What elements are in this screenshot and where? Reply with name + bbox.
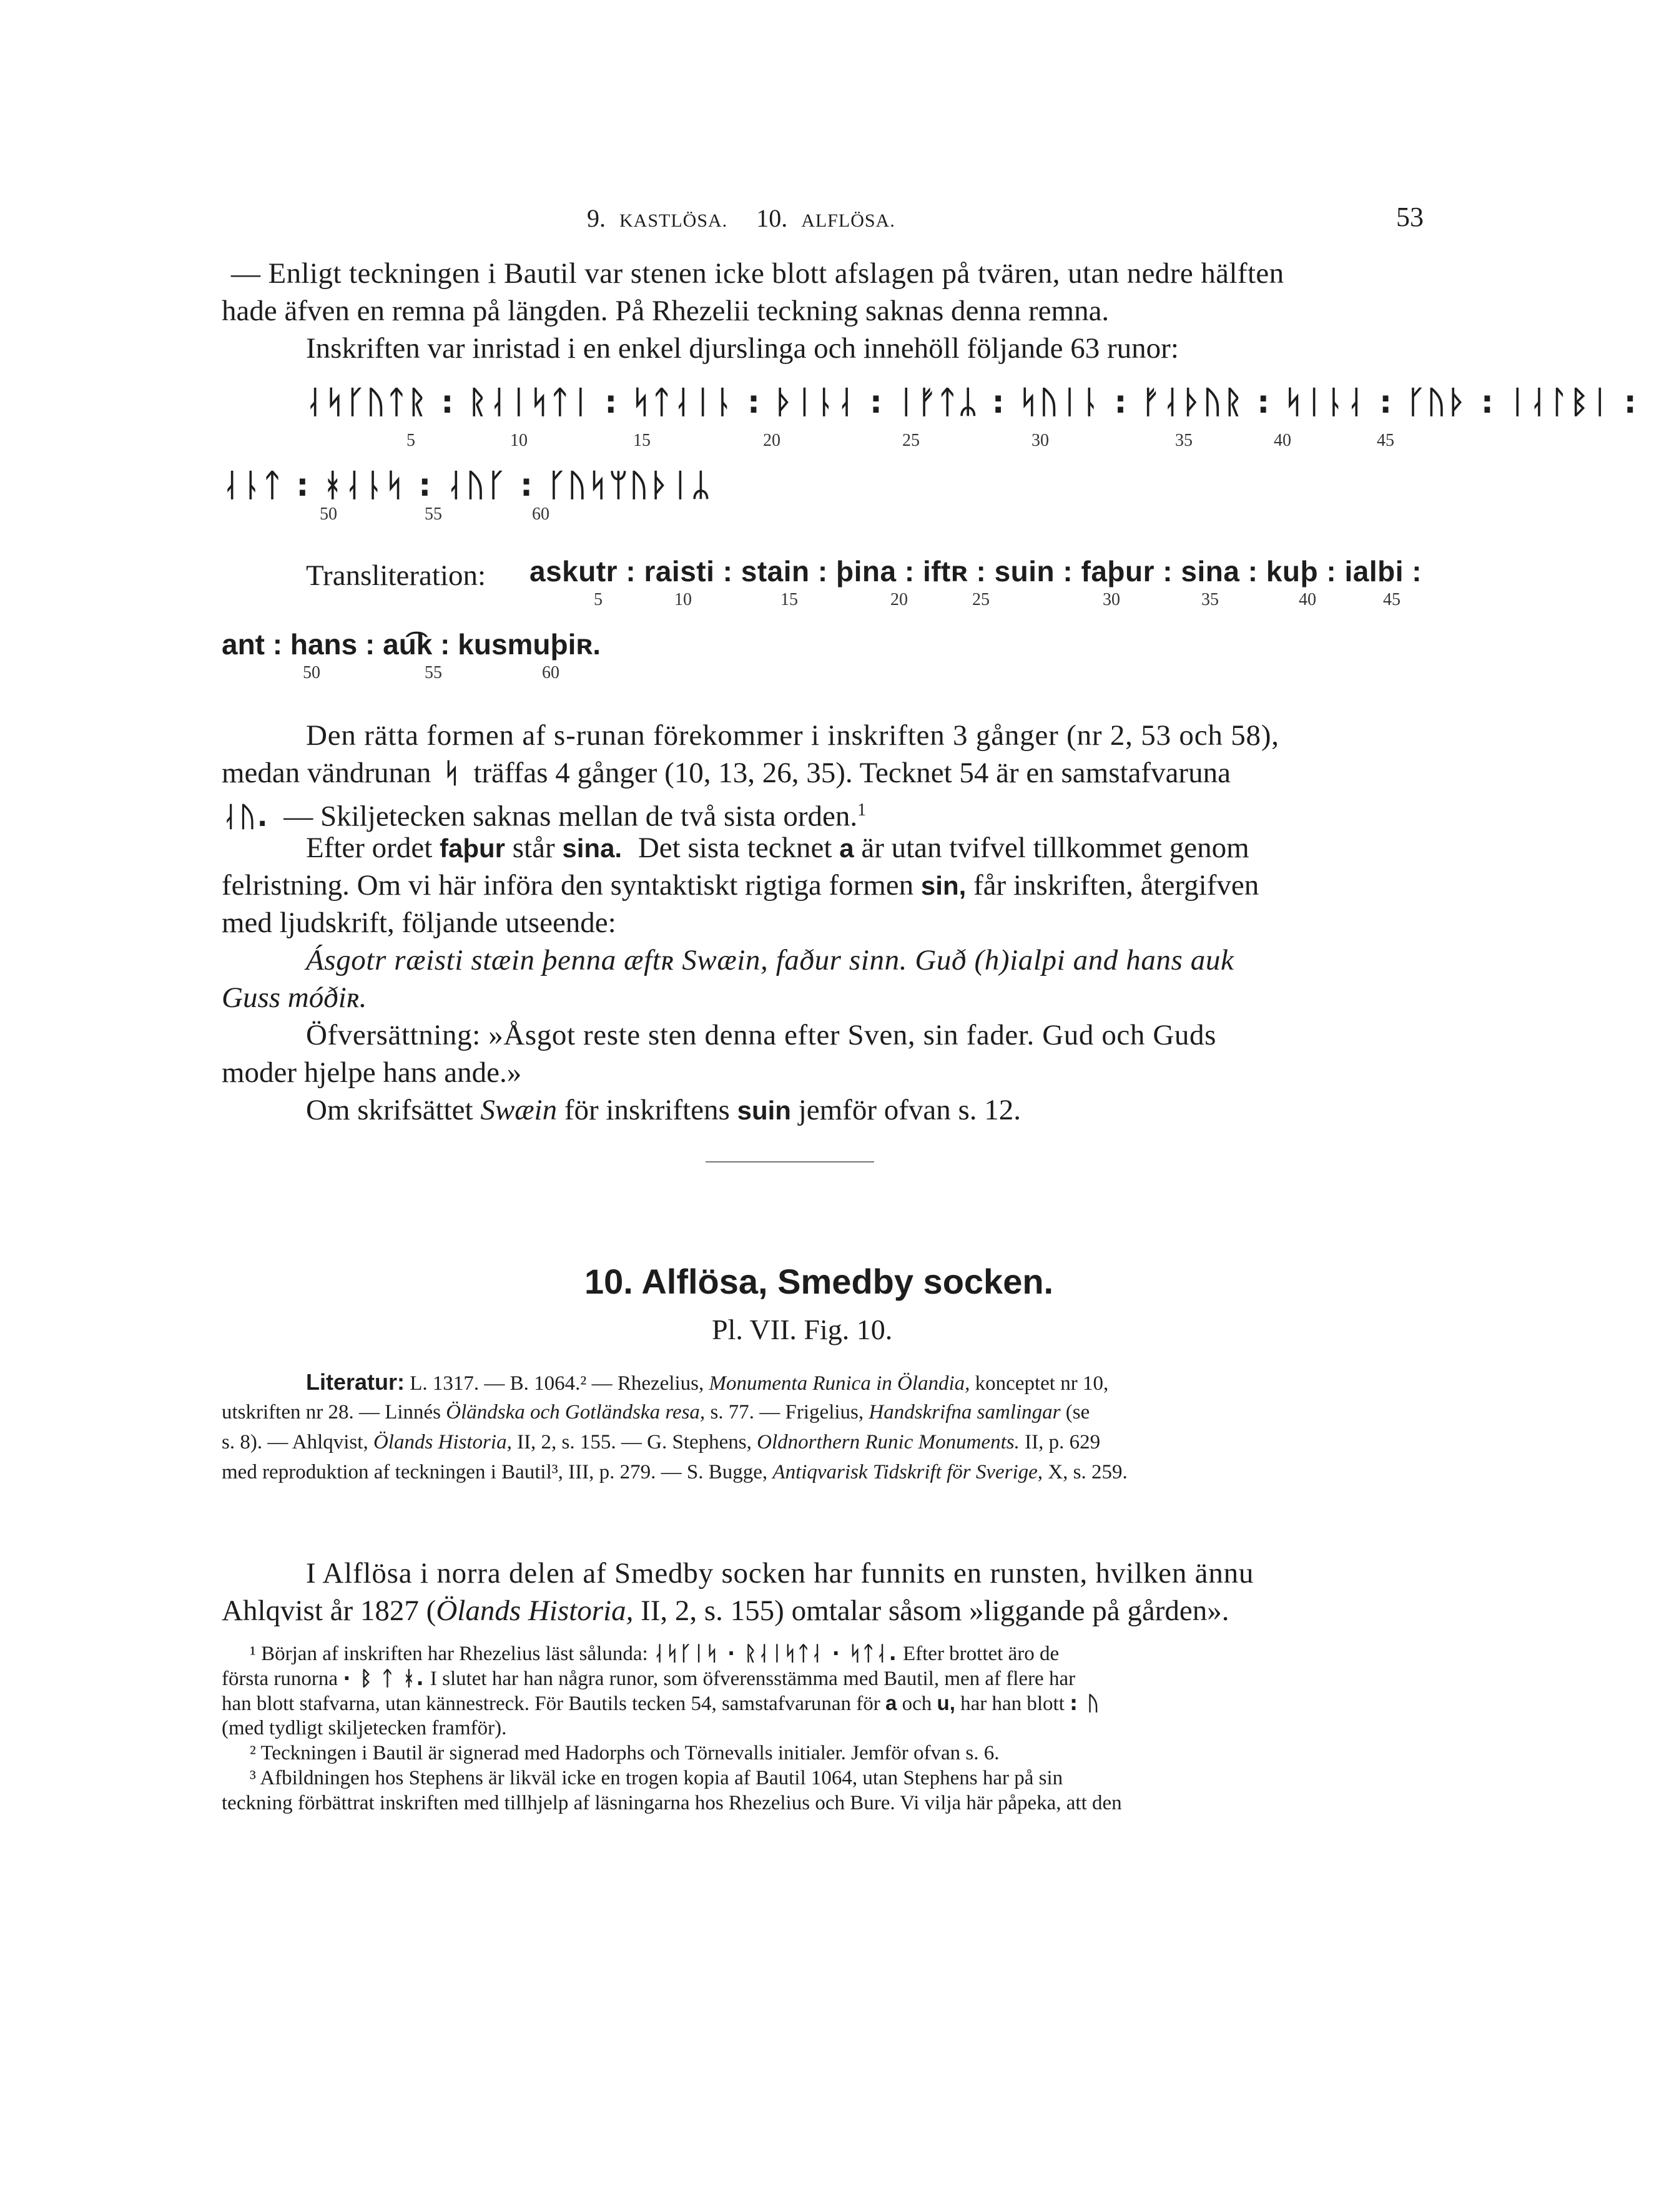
intro-line: Inskriften var inristad i en enkel djurslinga och innehöll följande 63 runor: xyxy=(306,332,1179,365)
rune-number: 15 xyxy=(633,431,651,450)
translit-number: 20 xyxy=(890,590,908,609)
text-run: Om skrifsättet xyxy=(306,1094,473,1126)
text-run: Efter brottet äro de xyxy=(902,1643,1060,1665)
text-run: konceptet nr 10, xyxy=(975,1372,1109,1395)
text-run: jemför ofvan s. 12. xyxy=(798,1094,1021,1126)
transliteration-numbers xyxy=(0,663,1659,688)
running-header xyxy=(587,204,1436,233)
translit-number: 60 xyxy=(542,663,559,682)
paragraph-line: med ljudskrift, följande utseende: xyxy=(222,907,616,939)
footnote-line xyxy=(222,1691,1100,1716)
rune-word: a xyxy=(885,1691,897,1714)
text-run: — Skiljetecken saknas mellan de två sista orden. xyxy=(283,800,858,833)
translit-number: 50 xyxy=(303,663,320,682)
text-run: Det sista tecknet xyxy=(638,832,832,864)
literature-line xyxy=(222,1428,1100,1456)
transliteration-row: ant : hans : au͡k : kusmuþiʀ. xyxy=(222,628,601,661)
text-run: II, 2, s. 155. — G. Stephens, xyxy=(517,1431,752,1453)
translit-number: 55 xyxy=(425,663,442,682)
rune-word: sina. xyxy=(562,833,623,863)
translation-line: Öfversättning: »Åsgot reste sten denna efter Sven, sin fader. Gud och Guds xyxy=(306,1019,1216,1051)
text-run: han blott stafvarna, utan kännestreck. För Bautils tecken 54, samstafvarunan för xyxy=(222,1693,880,1715)
italic-title: Antiqvarisk Tidskrift för Sverige, xyxy=(772,1461,1043,1483)
text-run: (se xyxy=(1065,1401,1090,1423)
footnote-line: ² Teckningen i Bautil är signerad med Hadorphs och Törnevalls initialer. Jemför ofvan s. 6. xyxy=(250,1742,1000,1764)
text-run: Efter ordet xyxy=(306,832,433,864)
rune-word: sin, xyxy=(920,871,967,900)
rune-inscription-row: ᛆᛋᚴᚢᛏᚱ : ᚱᛆᛁᛋᛏᛁ : ᛋᛏᛆᛁᚿ : ᚦᛁᚿᛆ : ᛁᚠᛏᛦ : ᛋᚢᛁᚿ : ᚠᛆᚦᚢᚱ : ᛋᛁᚿᛆ : ᚴᚢᚦ : ᛁᛆᛚᛒᛁ : xyxy=(305,384,1638,420)
rune-count-numbers xyxy=(0,504,1659,529)
section-heading: 10. Alflösa, Smedby socken. xyxy=(584,1262,1054,1301)
text-run: felristning. Om vi här införa den syntaktiskt rigtiga formen xyxy=(222,869,914,902)
text-run: står xyxy=(512,832,555,864)
text-run: får inskriften, återgifven xyxy=(973,869,1259,902)
rune-number: 5 xyxy=(406,431,415,450)
text-run: I slutet har han några runor, som öfverensstämma med Bautil, men af flere har xyxy=(430,1668,1076,1690)
italic-title: Handskrifna samlingar xyxy=(869,1401,1061,1423)
text-run: s. 8). — Ahlqvist, xyxy=(222,1431,368,1453)
normalized-text-line: Ásgotr ræisti stæin þenna æftʀ Swæin, faður sinn. Guð (h)ialpi and hans auk xyxy=(306,944,1234,976)
italic-title: Oldnorthern Runic Monuments. xyxy=(757,1431,1020,1453)
plate-reference: Pl. VII. Fig. 10. xyxy=(712,1314,893,1345)
footnote-ref: 1 xyxy=(857,800,867,820)
paragraph-line xyxy=(222,754,1231,792)
rune-word: a xyxy=(839,833,854,863)
section-divider xyxy=(706,1161,874,1163)
rune-number: 55 xyxy=(425,504,442,524)
text-run: medan vändrunan xyxy=(222,757,431,789)
header-section-title-2: ALFLÖSA. xyxy=(801,210,895,231)
literature-label: Literatur: xyxy=(306,1369,405,1395)
rune-number: 45 xyxy=(1377,431,1394,450)
paragraph-line: I Alflösa i norra delen af Smedby socken har funnits en runsten, hvilken ännu xyxy=(306,1557,1254,1590)
literature-line xyxy=(222,1398,1090,1426)
transliteration-row: askutr : raisti : stain : þina : iftʀ : suin : faþur : sina : kuþ : ialbi : xyxy=(529,555,1422,587)
vandruna-rune: ᛋ xyxy=(443,757,461,789)
paragraph-line: Den rätta formen af s-runan förekommer i inskriften 3 gånger (nr 2, 53 och 58), xyxy=(306,719,1279,752)
rune-inscription-row: ᛆᚿᛏ : ᚼᛆᚿᛋ : ᛆᚢᚴ : ᚴᚢᛋᛘᚢᚦᛁᛦ xyxy=(222,467,712,503)
paragraph-line xyxy=(222,1592,1229,1630)
italic-title: Monumenta Runica in Ölandia, xyxy=(709,1372,970,1395)
translit-number: 5 xyxy=(594,590,603,609)
translation-line: moder hjelpe hans ande.» xyxy=(222,1056,522,1089)
rune-word: u, xyxy=(937,1691,955,1714)
normalized-text-line: Guss móðiʀ. xyxy=(222,981,367,1014)
rune-number: 60 xyxy=(532,504,549,524)
rune-number: 20 xyxy=(763,431,780,450)
header-section-number: 9. xyxy=(587,204,606,232)
italic-title: Öländska och Gotländska resa, xyxy=(446,1401,706,1423)
paragraph-line xyxy=(306,829,1249,867)
footnote-line: ³ Afbildningen hos Stephens är likväl icke en trogen kopia af Bautil 1064, utan Stephens har på sin xyxy=(250,1767,1063,1789)
translit-number: 30 xyxy=(1103,590,1120,609)
text-run: s. 77. — Frigelius, xyxy=(710,1401,864,1423)
rune-word: suin xyxy=(737,1096,791,1125)
text-run: Ahlqvist år 1827 ( xyxy=(222,1595,436,1627)
footnote-line: teckning förbättrat inskriften med tillhjelp af läsningarna hos Rhezelius och Bure. Vi vilja här påpeka, att den xyxy=(222,1792,1122,1814)
rune-number: 25 xyxy=(902,431,920,450)
rune-word: faþur xyxy=(440,833,506,863)
translit-number: 15 xyxy=(780,590,798,609)
intro-line: — Enligt teckningen i Bautil var stenen icke blott afslagen på tvären, utan nedre hälften xyxy=(231,257,1284,290)
translit-number: 25 xyxy=(972,590,990,609)
text-run: X, s. 259. xyxy=(1048,1461,1128,1483)
text-run: ¹ Början af inskriften har Rhezelius läst sålunda: xyxy=(250,1643,648,1665)
rune-number: 30 xyxy=(1031,431,1049,450)
footnote-runes: ᛆᛋᚴᛁᛋ · ᚱᛆᛁᛋᛏᛆ · ᛋᛏᛆ. xyxy=(652,1641,898,1665)
footnote-line xyxy=(250,1641,1059,1666)
text-run: med reproduktion af teckningen i Bautil³, III, p. 279. — S. Bugge, xyxy=(222,1461,768,1483)
literature-line xyxy=(306,1369,1108,1397)
italic-title: Ölands Historia, xyxy=(436,1595,634,1627)
transliteration-label: Transliteration: xyxy=(306,559,486,592)
text-run: för inskriftens xyxy=(564,1094,730,1126)
italic-title: Ölands Historia, xyxy=(373,1431,512,1453)
intro-line: hade äfven en remna på längden. På Rhezelii teckning saknas denna remna. xyxy=(222,295,1110,327)
text-run: L. 1317. — B. 1064.² — Rhezelius, xyxy=(410,1372,704,1395)
paragraph-line xyxy=(306,1091,1021,1129)
paragraph-line xyxy=(222,867,1259,905)
rune-number: 40 xyxy=(1274,431,1291,450)
text-run: är utan tvifvel tillkommet genom xyxy=(861,832,1249,864)
text-run: träffas 4 gånger (10, 13, 26, 35). Tecknet 54 är en samstafvaruna xyxy=(473,757,1231,789)
footnote-line: (med tydligt skiljetecken framför). xyxy=(222,1717,507,1739)
rune-number: 35 xyxy=(1175,431,1193,450)
translit-number: 40 xyxy=(1299,590,1316,609)
text-run: II, p. 629 xyxy=(1025,1431,1101,1453)
rune-count-numbers xyxy=(0,431,1659,456)
header-section-title: KASTLÖSA. xyxy=(619,210,728,231)
page-number: 53 xyxy=(1396,202,1424,232)
text-run: första runorna xyxy=(222,1668,338,1690)
text-run: utskriften nr 28. — Linnés xyxy=(222,1401,441,1423)
rune-number: 50 xyxy=(320,504,337,524)
footnote-runes: : ᚢ xyxy=(1070,1691,1101,1715)
literature-line xyxy=(222,1458,1128,1486)
transliteration-numbers xyxy=(0,590,1659,615)
footnote-runes: · ᛒ ᛏ ᚼ. xyxy=(343,1666,425,1690)
italic-word: Swæin xyxy=(480,1094,558,1126)
rune-number: 10 xyxy=(510,431,528,450)
text-run: har han blott xyxy=(960,1693,1065,1715)
text-run: II, 2, s. 155) omtalar såsom »liggande på gården». xyxy=(641,1595,1229,1627)
header-section-number-2: 10. xyxy=(756,204,788,232)
translit-number: 45 xyxy=(1383,590,1401,609)
samstafvaruna-rune: ᛆᚢ. xyxy=(222,800,269,833)
text-run: och xyxy=(902,1693,932,1715)
footnote-line xyxy=(222,1666,1075,1691)
translit-number: 10 xyxy=(674,590,692,609)
translit-number: 35 xyxy=(1201,590,1219,609)
